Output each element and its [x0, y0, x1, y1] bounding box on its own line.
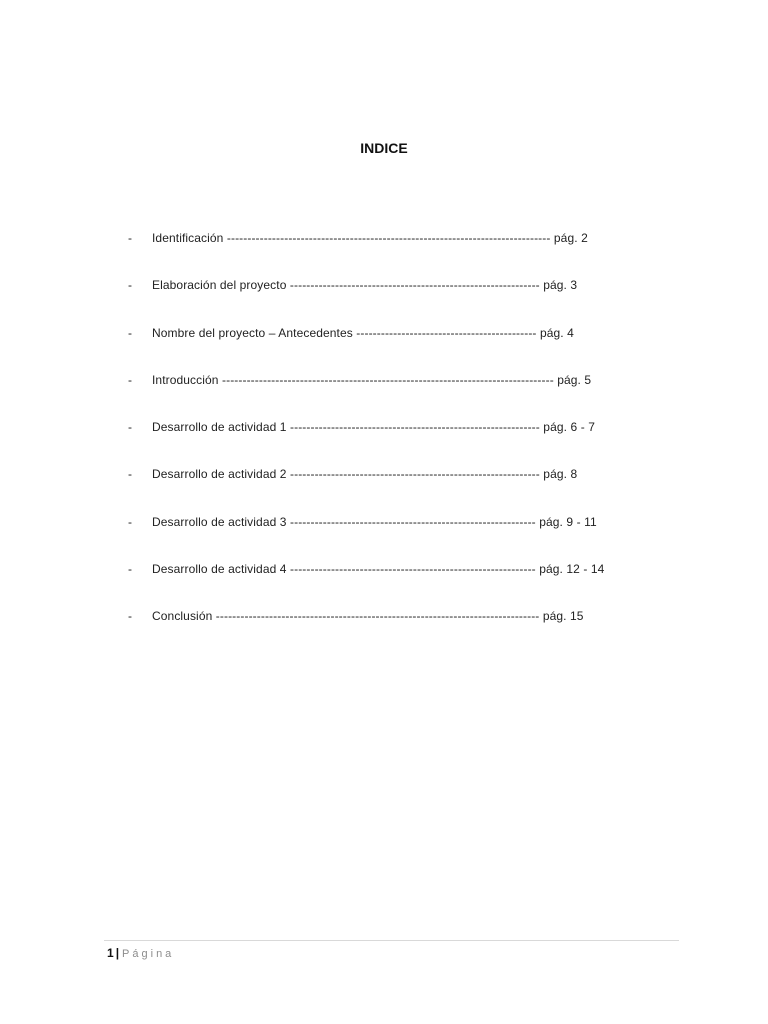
toc-bullet: -: [128, 325, 132, 340]
toc-entry-text: Desarrollo de actividad 1 ------------------------------------------------------------- pág. 6 - 7: [152, 420, 596, 435]
toc-entry-text: Identificación ------------------------------------------------------------------------------- pág. 2: [152, 231, 588, 245]
toc-item: [0, 608, 768, 655]
toc-item: [0, 419, 768, 466]
toc-entry-text: Desarrollo de actividad 3 ------------------------------------------------------------ pág. 9 - 11: [152, 514, 597, 529]
toc-entry-text: Elaboración del proyecto ------------------------------------------------------------- pág. 3: [152, 278, 578, 293]
toc-bullet: -: [128, 609, 132, 624]
toc-entry-text: Desarrollo de actividad 2 ------------------------------------------------------------- pág. 8: [152, 467, 578, 482]
table-of-contents: [0, 230, 768, 656]
toc-item: [0, 466, 768, 513]
toc-bullet: -: [128, 231, 132, 245]
toc-entry-text: Introducción --------------------------------------------------------------------------------- pág. 5: [152, 372, 592, 387]
footer-page-label: Página: [122, 948, 175, 960]
toc-item: [0, 325, 768, 372]
footer-divider: [104, 940, 679, 941]
footer-separator: |: [115, 946, 120, 960]
toc-bullet: -: [128, 514, 132, 529]
toc-item: [0, 230, 768, 277]
toc-bullet: -: [128, 467, 132, 482]
toc-item: [0, 277, 768, 324]
toc-entry-text: Nombre del proyecto – Antecedentes -------------------------------------------- pág. 4: [152, 325, 574, 340]
toc-entry-text: Conclusión ------------------------------------------------------------------------------- pág. 15: [152, 609, 584, 624]
footer-page-number: 1: [107, 946, 114, 960]
toc-bullet: -: [128, 372, 132, 387]
toc-entry-text: Desarrollo de actividad 4 ------------------------------------------------------------ pág. 12 - 14: [152, 562, 605, 577]
toc-bullet: -: [128, 420, 132, 435]
toc-item: [0, 514, 768, 561]
toc-bullet: -: [128, 562, 132, 577]
toc-item: [0, 372, 768, 419]
toc-item: [0, 561, 768, 608]
page-footer: [107, 945, 174, 962]
toc-bullet: -: [128, 278, 132, 293]
page-title: INDICE: [360, 140, 408, 156]
